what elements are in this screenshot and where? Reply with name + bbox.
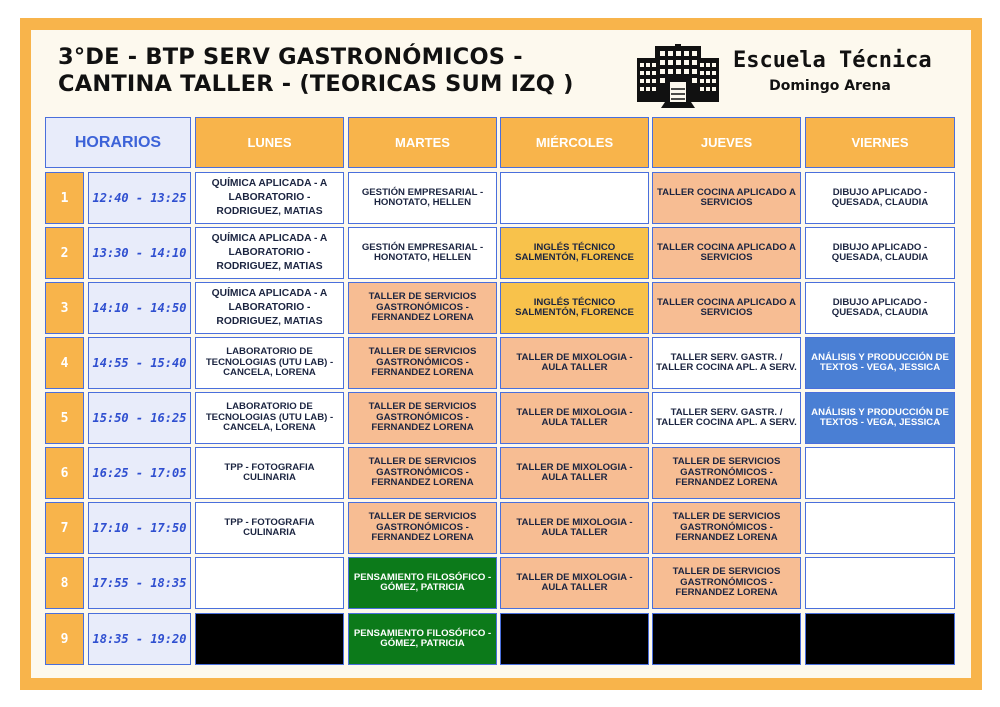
class-cell-martes: TALLER DE SERVICIOS GASTRONÓMICOS - FERNANDEZ LORENA [348, 447, 497, 499]
class-cell-viernes: DIBUJO APLICADO - QUESADA, CLAUDIA [805, 172, 955, 224]
class-cell-lunes: TPP - FOTOGRAFIA CULINARIA [195, 502, 344, 554]
period-time: 17:10 - 17:50 [88, 502, 191, 554]
class-cell-viernes [805, 502, 955, 554]
period-number: 5 [45, 392, 84, 444]
class-cell-miercoles: TALLER DE MIXOLOGIA - AULA TALLER [500, 337, 649, 389]
class-cell-jueves: TALLER DE SERVICIOS GASTRONÓMICOS - FERNANDEZ LORENA [652, 557, 801, 609]
class-cell-viernes: ANÁLISIS Y PRODUCCIÓN DE TEXTOS - VEGA, JESSICA [805, 392, 955, 444]
period-number: 9 [45, 613, 84, 665]
class-cell-martes: TALLER DE SERVICIOS GASTRONÓMICOS - FERNANDEZ LORENA [348, 337, 497, 389]
header-lunes: LUNES [195, 117, 344, 168]
class-cell-miercoles: INGLÉS TÉCNICO SALMENTÓN, FLORENCE [500, 282, 649, 334]
class-cell-lunes: QUÍMICA APLICADA - A LABORATORIO - RODRIGUEZ, MATIAS [195, 227, 344, 279]
class-cell-jueves: TALLER COCINA APLICADO A SERVICIOS [652, 172, 801, 224]
class-cell-lunes: LABORATORIO DE TECNOLOGIAS (UTU LAB) - CANCELA, LORENA [195, 392, 344, 444]
class-cell-martes: TALLER DE SERVICIOS GASTRONÓMICOS - FERNANDEZ LORENA [348, 502, 497, 554]
class-cell-lunes: LABORATORIO DE TECNOLOGIAS (UTU LAB) - CANCELA, LORENA [195, 337, 344, 389]
class-cell-lunes: TPP - FOTOGRAFIA CULINARIA [195, 447, 344, 499]
class-cell-miercoles [500, 613, 649, 665]
class-cell-martes: PENSAMIENTO FILOSÓFICO - GÓMEZ, PATRICIA [348, 613, 497, 665]
period-time: 13:30 - 14:10 [88, 227, 191, 279]
class-cell-jueves [652, 613, 801, 665]
class-cell-viernes: ANÁLISIS Y PRODUCCIÓN DE TEXTOS - VEGA, JESSICA [805, 337, 955, 389]
class-cell-miercoles: TALLER DE MIXOLOGIA - AULA TALLER [500, 557, 649, 609]
class-cell-miercoles [500, 172, 649, 224]
period-time: 12:40 - 13:25 [88, 172, 191, 224]
header-miercoles: MIÉRCOLES [500, 117, 649, 168]
period-number: 3 [45, 282, 84, 334]
class-cell-martes: PENSAMIENTO FILOSÓFICO - GÓMEZ, PATRICIA [348, 557, 497, 609]
period-time: 14:10 - 14:50 [88, 282, 191, 334]
class-cell-miercoles: INGLÉS TÉCNICO SALMENTÓN, FLORENCE [500, 227, 649, 279]
class-cell-martes: GESTIÓN EMPRESARIAL - HONOTATO, HELLEN [348, 172, 497, 224]
class-cell-jueves: TALLER SERV. GASTR. / TALLER COCINA APL. A SERV. [652, 392, 801, 444]
period-time: 17:55 - 18:35 [88, 557, 191, 609]
period-number: 6 [45, 447, 84, 499]
class-cell-jueves: TALLER SERV. GASTR. / TALLER COCINA APL. A SERV. [652, 337, 801, 389]
class-cell-jueves: TALLER DE SERVICIOS GASTRONÓMICOS - FERNANDEZ LORENA [652, 502, 801, 554]
class-cell-lunes [195, 613, 344, 665]
title-line-2: CANTINA TALLER - (TEORICAS SUM IZQ ) [58, 71, 574, 97]
period-number: 4 [45, 337, 84, 389]
period-time: 14:55 - 15:40 [88, 337, 191, 389]
class-cell-jueves: TALLER DE SERVICIOS GASTRONÓMICOS - FERNANDEZ LORENA [652, 447, 801, 499]
title-line-1: 3°DE - BTP SERV GASTRONÓMICOS - [58, 44, 523, 70]
period-time: 18:35 - 19:20 [88, 613, 191, 665]
class-cell-miercoles: TALLER DE MIXOLOGIA - AULA TALLER [500, 447, 649, 499]
header-horarios: HORARIOS [45, 117, 191, 168]
school-name: Escuela Técnica [733, 48, 932, 73]
header-jueves: JUEVES [652, 117, 801, 168]
school-subtitle: Domingo Arena [769, 78, 891, 94]
class-cell-viernes [805, 613, 955, 665]
period-number: 2 [45, 227, 84, 279]
class-cell-viernes [805, 447, 955, 499]
page-title [58, 44, 618, 98]
class-cell-viernes: DIBUJO APLICADO - QUESADA, CLAUDIA [805, 282, 955, 334]
class-cell-martes: TALLER DE SERVICIOS GASTRONÓMICOS - FERNANDEZ LORENA [348, 282, 497, 334]
class-cell-miercoles: TALLER DE MIXOLOGIA - AULA TALLER [500, 392, 649, 444]
school-building-icon [637, 44, 719, 108]
class-cell-viernes: DIBUJO APLICADO - QUESADA, CLAUDIA [805, 227, 955, 279]
class-cell-lunes [195, 557, 344, 609]
class-cell-martes: GESTIÓN EMPRESARIAL - HONOTATO, HELLEN [348, 227, 497, 279]
period-number: 1 [45, 172, 84, 224]
header-viernes: VIERNES [805, 117, 955, 168]
class-cell-viernes [805, 557, 955, 609]
class-cell-miercoles: TALLER DE MIXOLOGIA - AULA TALLER [500, 502, 649, 554]
period-number: 7 [45, 502, 84, 554]
period-time: 15:50 - 16:25 [88, 392, 191, 444]
class-cell-jueves: TALLER COCINA APLICADO A SERVICIOS [652, 282, 801, 334]
class-cell-lunes: QUÍMICA APLICADA - A LABORATORIO - RODRIGUEZ, MATIAS [195, 282, 344, 334]
class-cell-lunes: QUÍMICA APLICADA - A LABORATORIO - RODRIGUEZ, MATIAS [195, 172, 344, 224]
period-number: 8 [45, 557, 84, 609]
period-time: 16:25 - 17:05 [88, 447, 191, 499]
header-martes: MARTES [348, 117, 497, 168]
class-cell-jueves: TALLER COCINA APLICADO A SERVICIOS [652, 227, 801, 279]
class-cell-martes: TALLER DE SERVICIOS GASTRONÓMICOS - FERNANDEZ LORENA [348, 392, 497, 444]
